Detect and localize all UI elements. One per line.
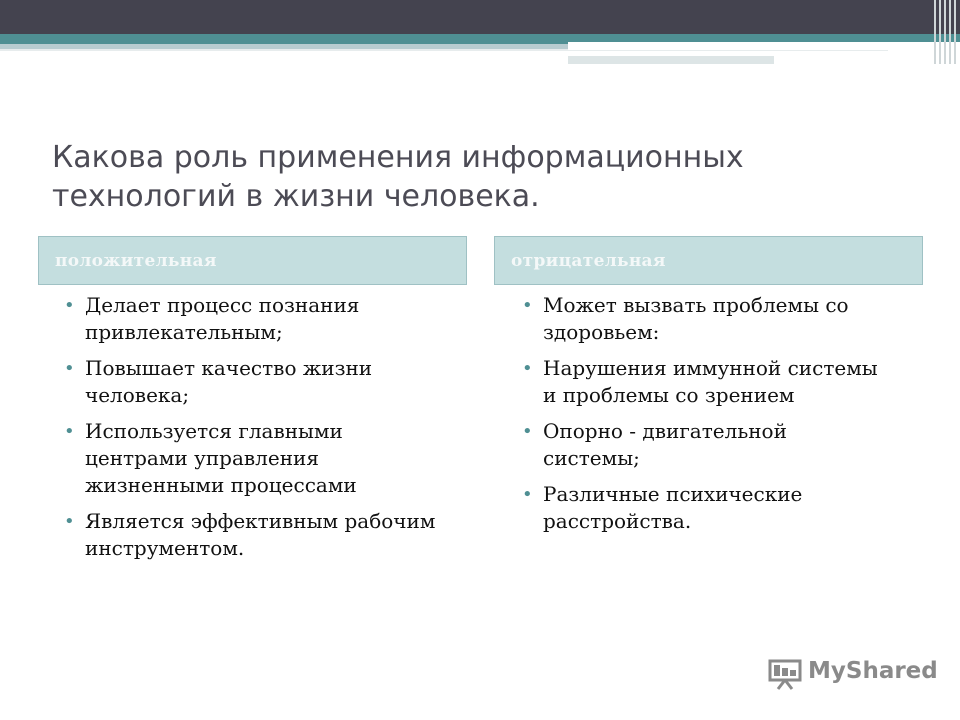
bullet-icon: •: [522, 421, 533, 442]
bullet-icon: •: [64, 358, 75, 379]
bullet-icon: •: [522, 484, 533, 505]
list-item-text: Является эффективным рабочим инструментом.: [85, 509, 436, 560]
list-item: [518, 481, 878, 535]
column-header-positive: [38, 236, 467, 285]
column-header-negative: [494, 236, 923, 285]
list-item: [518, 418, 878, 472]
list-item-text: Может вызвать проблемы со здоровьем:: [543, 293, 849, 344]
list-item: [60, 418, 440, 499]
list-item: [518, 355, 878, 409]
bullet-icon: •: [64, 511, 75, 532]
bullet-icon: •: [522, 295, 533, 316]
negative-list: [518, 292, 878, 544]
watermark-text: MyShared: [808, 658, 938, 684]
bullet-icon: •: [522, 358, 533, 379]
corner-stripes: [930, 0, 960, 64]
list-item: [518, 292, 878, 346]
list-item-text: Нарушения иммунной системы и проблемы со зрением: [543, 356, 878, 407]
list-item-text: Используется главными центрами управления жизненными процессами: [85, 419, 357, 497]
positive-list: [60, 292, 440, 571]
list-item: [60, 508, 440, 562]
list-item-text: Опорно - двигательной системы;: [543, 419, 787, 470]
bullet-icon: •: [64, 295, 75, 316]
slide-title: Какова роль применения информационных технологий в жизни человека.: [52, 140, 744, 214]
presentation-icon: [768, 658, 802, 690]
column-header-label: положительная: [55, 251, 217, 271]
list-item: [60, 292, 440, 346]
list-item-text: Повышает качество жизни человека;: [85, 356, 373, 407]
list-item-text: Делает процесс познания привлекательным;: [85, 293, 360, 344]
column-header-label: отрицательная: [511, 251, 666, 271]
bullet-icon: •: [64, 421, 75, 442]
watermark: [768, 656, 938, 692]
accent-step-grey: [568, 56, 774, 64]
list-item: [60, 355, 440, 409]
accent-step-white: [568, 42, 960, 50]
list-item-text: Различные психические расстройства.: [543, 482, 803, 533]
top-decorative-bar: [0, 0, 960, 34]
